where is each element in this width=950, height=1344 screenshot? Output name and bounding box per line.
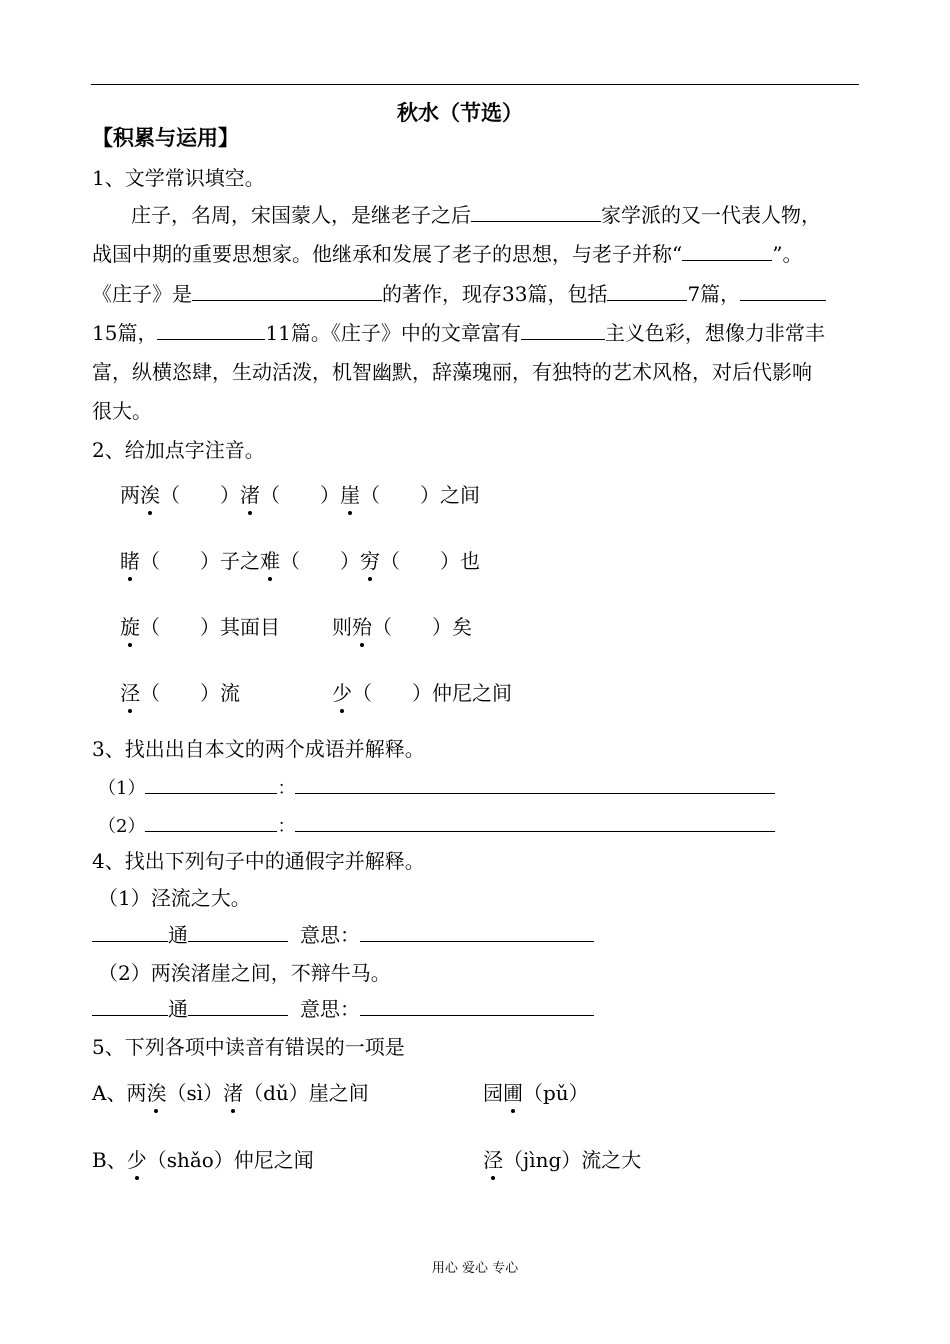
- original-char-blank[interactable]: [188, 997, 288, 1016]
- q5-option-b: [92, 1148, 314, 1172]
- dotted-char: 涘: [140, 483, 160, 507]
- dotted-char: 泾: [120, 681, 140, 705]
- answer-blank[interactable]: [740, 282, 826, 301]
- q1-line-3: [92, 282, 826, 306]
- q1-text: 主义色彩，想像力非常丰: [604, 321, 825, 345]
- q2-text: （ ）矣: [372, 615, 472, 639]
- q3-item-1: [98, 775, 775, 801]
- q5-text: B、: [92, 1148, 127, 1172]
- q2-text: （ ）流: [140, 681, 240, 705]
- q5-option-a-extra: [483, 1081, 589, 1105]
- answer-blank[interactable]: [682, 242, 772, 261]
- explanation-blank[interactable]: [295, 775, 775, 794]
- page-title: 秋水（节选）: [397, 100, 523, 125]
- q1-text: ”。: [772, 242, 803, 266]
- q2-row-1: [120, 483, 480, 507]
- q1-text: 7篇，: [687, 282, 741, 306]
- q2-text: 两: [120, 483, 140, 507]
- q5-text: 园: [483, 1081, 503, 1105]
- q1-text: 家学派的又一代表人物，: [601, 203, 821, 227]
- q2-heading: 2、给加点字注音。: [92, 438, 265, 462]
- q3-colon: ：: [277, 816, 296, 837]
- q4-answer-2: [92, 997, 594, 1021]
- q1-text: 的著作，现存33篇，包括: [382, 282, 608, 306]
- dotted-char: 殆: [352, 615, 372, 639]
- answer-blank[interactable]: [471, 203, 601, 222]
- q4-sentence-2: （2）两涘渚崖之间，不辩牛马。: [98, 961, 391, 985]
- q4-answer-1: [92, 923, 594, 947]
- q5-text: （sì）: [166, 1081, 224, 1105]
- q2-row-4a: [120, 681, 240, 705]
- q5-text: A、两: [92, 1081, 147, 1105]
- q2-text: （ ）: [280, 549, 360, 573]
- q2-text: （ ）之间: [360, 483, 480, 507]
- dotted-char: 渚: [223, 1081, 244, 1105]
- q4-yisi: 意思：: [300, 997, 360, 1021]
- q4-tong: 通: [168, 997, 188, 1021]
- q2-row-2: [120, 549, 480, 573]
- dotted-char: 渚: [240, 483, 260, 507]
- answer-blank[interactable]: [607, 282, 687, 301]
- answer-blank[interactable]: [157, 321, 265, 340]
- meaning-blank[interactable]: [360, 923, 594, 942]
- q5-text: （dǔ）崖之间: [243, 1081, 369, 1105]
- q1-line-6: 很大。: [92, 399, 152, 423]
- q1-heading: 1、文学常识填空。: [92, 166, 265, 190]
- q1-text: 《庄子》是: [92, 282, 192, 306]
- page-footer: 用心 爱心 专心: [431, 1261, 519, 1276]
- q2-text: （ ）子之: [140, 549, 260, 573]
- idiom-blank[interactable]: [145, 775, 277, 794]
- dotted-char: 少: [332, 681, 352, 705]
- q1-text: 11篇。《庄子》中的文章富有: [265, 321, 521, 345]
- q2-text: （ ）也: [380, 549, 480, 573]
- dotted-char: 少: [126, 1148, 147, 1172]
- q4-tong: 通: [168, 923, 188, 947]
- dotted-char: 穷: [360, 549, 380, 573]
- q4-sentence-1: （1）泾流之大。: [98, 886, 251, 910]
- section-heading: 【积累与运用】: [92, 125, 239, 150]
- q1-text: 庄子，名周，宋国蒙人，是继老子之后: [131, 203, 471, 227]
- q5-heading: 5、下列各项中读音有错误的一项是: [92, 1035, 405, 1059]
- q1-line-1: [131, 203, 821, 227]
- dotted-char: 旋: [120, 615, 140, 639]
- q1-text: 15篇，: [92, 321, 158, 345]
- q3-index: （2）: [98, 816, 146, 837]
- q1-text: 战国中期的重要思想家。他继承和发展了老子的思想，与老子并称“: [92, 242, 683, 266]
- q3-heading: 3、找出出自本文的两个成语并解释。: [92, 737, 425, 761]
- q1-line-5: 富，纵横恣肆，生动活泼，机智幽默，辞藻瑰丽，有独特的艺术风格，对后代影响: [92, 360, 812, 384]
- meaning-blank[interactable]: [360, 997, 594, 1016]
- q3-item-2: [98, 813, 775, 839]
- dotted-char: 泾: [483, 1148, 503, 1172]
- dotted-char: 难: [260, 549, 280, 573]
- dotted-char: 睹: [120, 549, 140, 573]
- q5-text: （jìng）流之大: [503, 1148, 642, 1172]
- dotted-char: 圃: [503, 1081, 523, 1105]
- q1-line-4: [92, 321, 825, 345]
- q2-text: （ ）: [260, 483, 340, 507]
- q4-yisi: 意思：: [300, 923, 360, 947]
- q5-text: （shǎo）仲尼之闻: [146, 1148, 314, 1172]
- q2-text: （ ）其面目: [140, 615, 280, 639]
- q2-text: （ ）: [160, 483, 240, 507]
- header-rule: [91, 84, 859, 85]
- answer-blank[interactable]: [192, 282, 382, 301]
- explanation-blank[interactable]: [295, 813, 775, 832]
- dotted-char: 崖: [340, 483, 360, 507]
- tongjia-char-blank[interactable]: [92, 923, 168, 942]
- q5-option-b-extra: [483, 1148, 641, 1172]
- original-char-blank[interactable]: [188, 923, 288, 942]
- q5-option-a: [92, 1081, 369, 1105]
- answer-blank[interactable]: [521, 321, 605, 340]
- q3-colon: ：: [277, 778, 296, 799]
- dotted-char: 涘: [146, 1081, 167, 1105]
- q2-row-4b: [332, 681, 512, 705]
- q4-heading: 4、找出下列句子中的通假字并解释。: [92, 849, 425, 873]
- q2-text: 则: [332, 615, 352, 639]
- q2-row-3a: [120, 615, 280, 639]
- q2-row-3b: [332, 615, 472, 639]
- q2-text: （ ）仲尼之间: [352, 681, 512, 705]
- q1-line-2: [92, 242, 802, 266]
- idiom-blank[interactable]: [145, 813, 277, 832]
- q5-text: （pǔ）: [523, 1081, 589, 1105]
- q3-index: （1）: [98, 778, 146, 799]
- tongjia-char-blank[interactable]: [92, 997, 168, 1016]
